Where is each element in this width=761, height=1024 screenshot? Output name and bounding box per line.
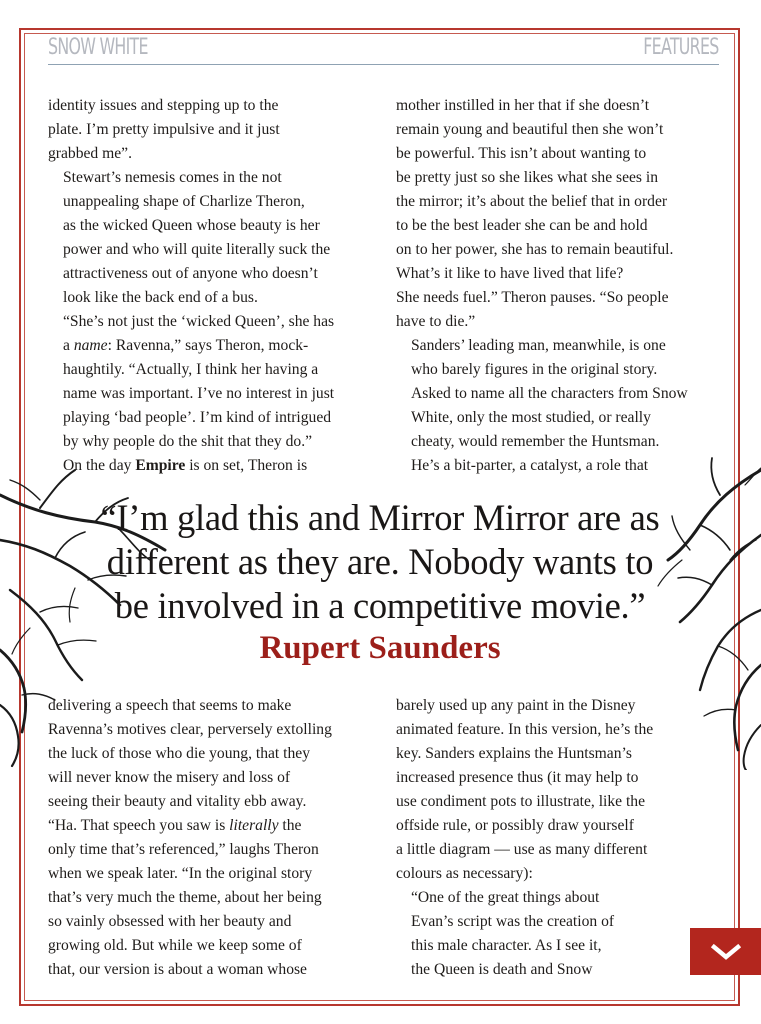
text-line: She needs fuel.” Theron pauses. “So people — [396, 289, 669, 306]
text-line: who barely figures in the original story. — [411, 361, 658, 378]
pull-quote — [40, 496, 720, 628]
text-line: On the day Empire is on set, Theron is — [63, 457, 308, 474]
text-line: as the wicked Queen whose beauty is her — [63, 217, 320, 234]
header-rule — [48, 64, 719, 65]
text-line: “Ha. That speech you saw is literally the — [48, 817, 302, 834]
pull-quote-line: “I’m glad this and Mirror Mirror are as — [100, 497, 660, 538]
paragraph — [396, 886, 726, 982]
text-line: look like the back end of a bus. — [63, 289, 258, 306]
text-line: White, only the most studied, or really — [411, 409, 651, 426]
text-line: identity issues and stepping up to the — [48, 97, 279, 114]
branch-left — [10, 480, 40, 500]
text-line: haughtily. “Actually, I think her having a — [63, 361, 319, 378]
paragraph — [396, 694, 726, 886]
paragraph — [48, 166, 378, 310]
branch-left — [12, 628, 30, 654]
article-column-top-right — [396, 94, 726, 478]
text-line: cheaty, would remember the Huntsman. — [411, 433, 660, 450]
paragraph — [48, 694, 378, 982]
text-line: What’s it like to have lived that life? — [396, 265, 624, 282]
branch-right — [718, 646, 748, 670]
text-line: so vainly obsessed with her beauty and — [48, 913, 292, 930]
text-line: be powerful. This isn’t about wanting to — [396, 145, 647, 162]
text-line: colours as necessary): — [396, 865, 533, 882]
branch-right — [734, 665, 761, 750]
text-line: a name: Ravenna,” says Theron, mock- — [63, 337, 309, 354]
text-line: have to die.” — [396, 313, 476, 330]
text-line: mother instilled in her that if she doesn’t — [396, 97, 650, 114]
text-line: power and who will quite literally suck the — [63, 241, 331, 258]
section-title: SNOW WHITE — [48, 35, 148, 60]
category-title: FEATURES — [643, 35, 719, 60]
text-line: Asked to name all the characters from Snow — [411, 385, 688, 402]
chevron-down-icon — [711, 943, 741, 961]
text-line: to be the best leader she can be and hold — [396, 217, 648, 234]
text-line: will never know the misery and loss of — [48, 769, 291, 786]
text-line: “One of the great things about — [411, 889, 600, 906]
text-line: when we speak later. “In the original story — [48, 865, 313, 882]
text-line: Ravenna’s motives clear, perversely extolling — [48, 721, 332, 738]
text-line: animated feature. In this version, he’s the — [396, 721, 654, 738]
text-line: that’s very much the theme, about her being — [48, 889, 322, 906]
text-line: growing old. But while we keep some of — [48, 937, 302, 954]
text-line: grabbed me”. — [48, 145, 132, 162]
text-line: He’s a bit-parter, a catalyst, a role that — [411, 457, 649, 474]
emphasis: name — [73, 337, 108, 354]
text-line: remain young and beautiful then she won’t — [396, 121, 664, 138]
next-page-button[interactable] — [690, 928, 761, 975]
branch-right — [711, 458, 720, 495]
paragraph — [396, 94, 726, 334]
quote-attribution: Rupert Saunders — [259, 630, 501, 666]
text-line: name was important. I’ve no interest in just — [63, 385, 335, 402]
article-column-bottom-left — [48, 694, 378, 982]
text-line: key. Sanders explains the Huntsman’s — [396, 745, 632, 762]
branch-right — [744, 725, 761, 770]
text-line: delivering a speech that seems to make — [48, 697, 292, 714]
text-line: this male character. As I see it, — [411, 937, 602, 954]
text-line: plate. I’m pretty impulsive and it just — [48, 121, 280, 138]
text-line: Stewart’s nemesis comes in the not — [63, 169, 282, 186]
text-line: barely used up any paint in the Disney — [396, 697, 636, 714]
text-line: the luck of those who die young, that they — [48, 745, 311, 762]
text-line: Sanders’ leading man, meanwhile, is one — [411, 337, 666, 354]
text-line: use condiment pots to illustrate, like the — [396, 793, 646, 810]
text-line: attractiveness out of anyone who doesn’t — [63, 265, 318, 282]
magazine-name: Empire — [135, 457, 186, 474]
text-line: the mirror; it’s about the belief that in order — [396, 193, 668, 210]
text-line: the Queen is death and Snow — [411, 961, 593, 978]
pull-quote-line: be involved in a competitive movie.” — [114, 585, 646, 626]
text-line: offside rule, or possibly draw yourself — [396, 817, 634, 834]
paragraph — [48, 310, 378, 454]
pull-quote-line: different as they are. Nobody wants to — [106, 541, 654, 582]
text-line: be pretty just so she likes what she sees in — [396, 169, 659, 186]
article-column-top-left — [48, 94, 378, 478]
text-line: on to her power, she has to remain beautiful. — [396, 241, 674, 258]
emphasis: literally — [229, 817, 279, 834]
branch-left — [0, 705, 19, 766]
text-line: only time that’s referenced,” laughs Theron — [48, 841, 319, 858]
text-line: Evan’s script was the creation of — [411, 913, 615, 930]
branch-right — [745, 468, 761, 485]
text-line: playing ‘bad people’. I’m kind of intrigued — [63, 409, 332, 426]
text-line: increased presence thus (it may help to — [396, 769, 639, 786]
text-line: by why people do the shit that they do.” — [63, 433, 313, 450]
text-line: seeing their beauty and vitality ebb away. — [48, 793, 307, 810]
paragraph — [48, 94, 378, 166]
text-line: “She’s not just the ‘wicked Queen’, she has — [63, 313, 335, 330]
text-line: that, our version is about a woman whose — [48, 961, 307, 978]
text-line: unappealing shape of Charlize Theron, — [63, 193, 305, 210]
text-line: a little diagram — use as many different — [396, 841, 648, 858]
article-column-bottom-right — [396, 694, 726, 982]
